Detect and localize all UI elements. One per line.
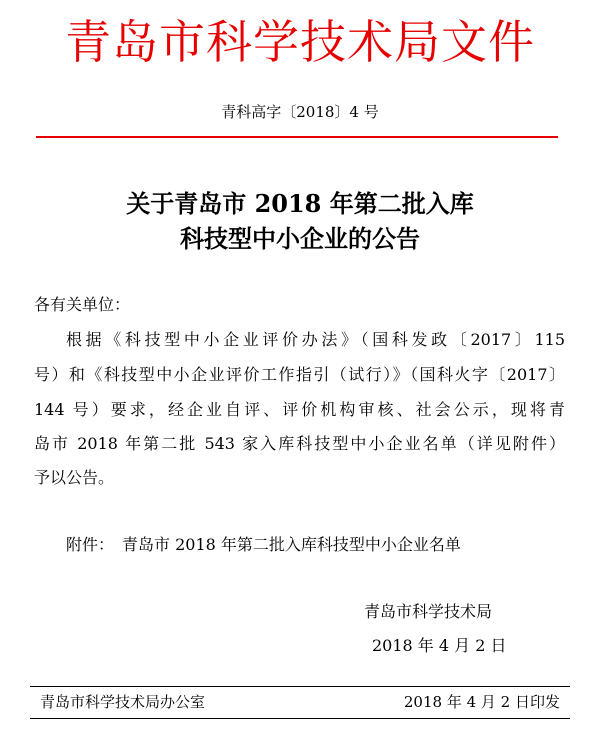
attachment-title: 青岛市 2018 年第二批入库科技型中小企业名单 bbox=[122, 535, 461, 554]
body-paragraph-line: 岛市 2018 年第二批 543 家入库科技型中小企业名单（详见附件） bbox=[34, 434, 565, 453]
document-number: 青科高字〔2018〕4 号 bbox=[221, 103, 379, 121]
footer-top-rule bbox=[30, 686, 570, 687]
attachment-label: 附件： bbox=[66, 535, 115, 554]
body-paragraph-line: 144 号）要求，经企业自评、评价机构审核、社会公示，现将青 bbox=[34, 400, 565, 419]
footer-bottom-rule bbox=[30, 718, 570, 719]
attachment-line bbox=[66, 533, 461, 557]
notice-title-line-1: 关于青岛市 2018 年第二批入库 bbox=[126, 189, 474, 218]
body-paragraph-line: 予以公告。 bbox=[34, 468, 115, 487]
salutation: 各有关单位： bbox=[34, 295, 131, 314]
notice-title-line-2: 科技型中小企业的公告 bbox=[180, 224, 420, 253]
body-paragraph-line: 号）和《科技型中小企业评价工作指引（试行）》（国科火字〔2017〕 bbox=[34, 365, 565, 384]
issuing-authority-title: 青岛市科学技术局文件 bbox=[65, 15, 535, 69]
footer-issuing-office: 青岛市科学技术局办公室 bbox=[40, 693, 206, 711]
red-divider-line bbox=[36, 136, 558, 138]
footer-print-date: 2018 年 4 月 2 日印发 bbox=[403, 693, 560, 711]
body-paragraph-line: 根据《科技型中小企业评价办法》（国科发政〔2017〕115 bbox=[66, 330, 565, 349]
issue-date: 2018 年 4 月 2 日 bbox=[372, 636, 507, 655]
issuer-signature: 青岛市科学技术局 bbox=[364, 602, 493, 621]
